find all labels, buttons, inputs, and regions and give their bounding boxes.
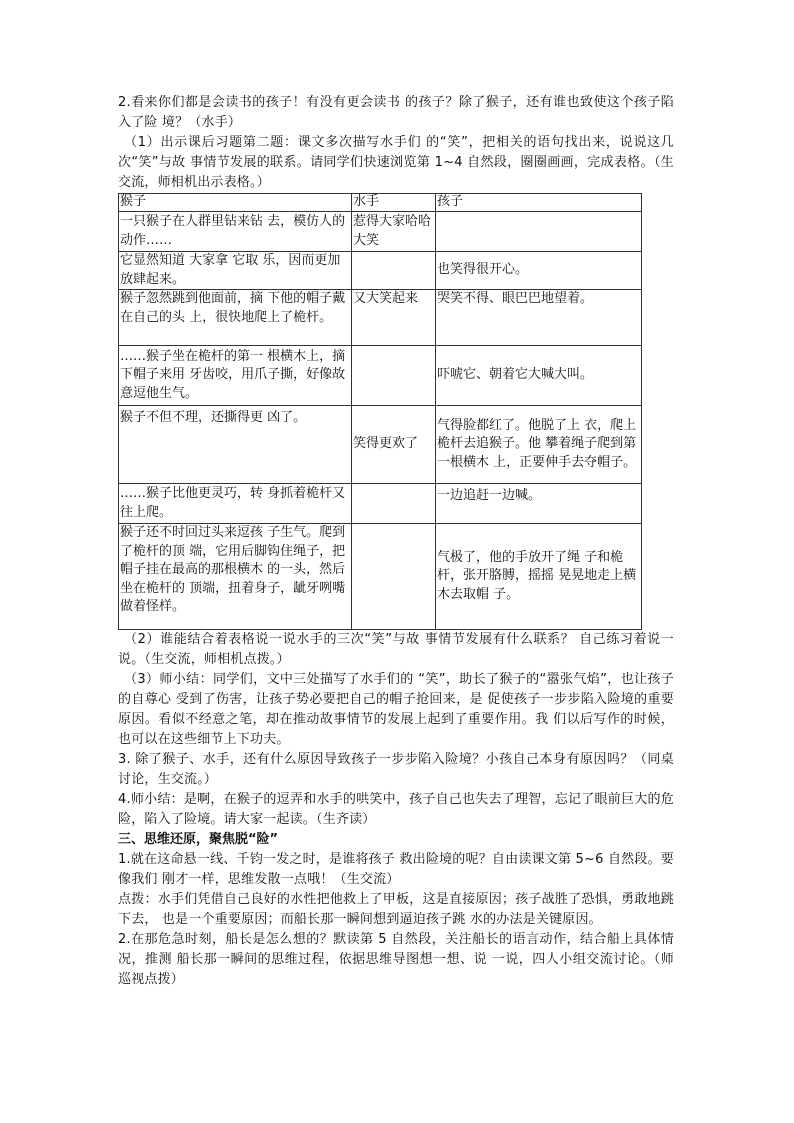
monkey-cell: 猴子忽然跳到他面前，摘 下他的帽子戴在自己的头 上，很快地爬上了桅杆。	[119, 290, 352, 346]
header-boy: 孩子	[436, 194, 642, 212]
boy-cell: 气极了，他的手放开了绳 子和桅杆，张开胳膊，摇摇 晃晃地走上横木去取帽 子。	[436, 524, 642, 630]
header-sailors: 水手	[352, 194, 436, 212]
sailors-cell: 笑得更欢了	[352, 406, 436, 484]
header-monkey: 猴子	[119, 194, 352, 212]
sailors-cell	[352, 484, 436, 524]
monkey-cell: 它显然知道 大家拿 它取 乐，因而更加放肆起来。	[119, 252, 352, 290]
document-page	[118, 93, 674, 990]
monkey-cell: 一只猴子在人群里钻来钻 去，模仿人的动作……	[119, 212, 352, 252]
boy-cell: 哭笑不得、眼巴巴地望着。	[436, 290, 642, 346]
table-row	[119, 484, 642, 524]
boy-cell: 一边追赶一边喊。	[436, 484, 642, 524]
paragraph-exercise-intro: （1）出示课后习题第二题：课文多次描写水手们 的“笑”，把相关的语句找出来，说说这几次“笑”与故 事情节发展的联系。请同学们快速浏览第 1~4 自然段，圈圈画画，完成表格。（生交流，师相机出示表格。）	[118, 135, 674, 190]
monkey-cell: ……猴子比他更灵巧，转 身抓着桅杆又往上爬。	[119, 484, 352, 524]
monkey-cell: 猴子不但不理，还撕得更 凶了。	[119, 406, 352, 484]
paragraph-captain-thinking: 2.在那危急时刻，船长是怎么想的？默读第 5 自然段，关注船长的语言动作，结合船上具体情况，推测 船长那一瞬间的思维过程，依据思维导图想一想、说 一说，四人小组交流讨论。（师巡视点拨）	[118, 932, 674, 987]
paragraph-question-2: 2.看来你们都是会读书的孩子！有没有更会读书 的孩子？除了猴子，还有谁也致使这个孩子陷入了险 境？（水手）	[118, 95, 674, 130]
table-row	[119, 346, 642, 406]
sailors-cell	[352, 346, 436, 406]
monkey-cell: ……猴子坐在桅杆的第一 根横木上，摘下帽子来用 牙齿咬，用爪子撕，好像故 意逗他生气。	[119, 346, 352, 406]
table-row	[119, 252, 642, 290]
paragraph-question-3: 3. 除了猴子、水手，还有什么原因导致孩子一步步陷入险境？小孩自己本身有原因吗？（同桌讨论，生交流。）	[118, 752, 674, 787]
table-header-row	[119, 194, 642, 212]
table-row	[119, 290, 642, 346]
table-row	[119, 406, 642, 484]
table-row	[119, 524, 642, 630]
boy-cell: 也笑得很开心。	[436, 252, 642, 290]
section-heading: 三、思维还原，聚焦脱“险”	[118, 832, 279, 847]
sailors-cell: 又大笑起来	[352, 290, 436, 346]
paragraph-summary-4: 4.师小结：是啊，在猴子的逗弄和水手的哄笑中，孩子自己也失去了理智，忘记了眼前巨大的危险，陷入了险境。请大家一起读。（生齐读）	[118, 792, 674, 827]
paragraph-summary-3: （3）师小结：同学们，文中三处描写了水手们的 “笑”，助长了猴子的“嚣张气焰”，也让孩子的自尊心 受到了伤害，让孩子势必要把自己的帽子抢回来，是 促使孩子一步步陷入险境的重要原因。看似不经意之笔，却在推动故事情节的发展上起到了重要作用。我 们以后写作的时候，也可以在这些细节上下功夫。	[118, 672, 674, 747]
paragraph-discussion-2: （2）谁能结合着表格说一说水手的三次“笑”与故 事情节发展有什么联系？ 自己练习着说一说。（生交流，师相机点拨。）	[118, 632, 674, 667]
table-row	[119, 212, 642, 252]
sailors-cell: 惹得大家哈哈大笑	[352, 212, 436, 252]
monkey-cell: 猴子还不时回过头来逗孩 子生气。爬到了桅杆的顶 端，它用后脚钩住绳子，把 帽子挂在最高的那根横木 的一头，然后坐在桅杆的 顶端，扭着身子，龇牙咧嘴 做着怪样。	[119, 524, 352, 630]
paragraph-rescue-question: 1.就在这命悬一线、千钧一发之时，是谁将孩子 救出险境的呢？自由读课文第 5~6 自然段。要像我们 刚才一样，思维发散一点哦！（生交流）	[118, 852, 674, 887]
paragraph-guidance: 点拨：水手们凭借自己良好的水性把他救上了甲板，这是直接原因；孩子战胜了恐惧，勇敢地跳下去， 也是一个重要原因；而船长那一瞬间想到逼迫孩子跳 水的办法是关键原因。	[118, 892, 674, 927]
boy-cell: 气得脸都红了。他脱了上 衣，爬上桅杆去追猴子。他 攀着绳子爬到第一根横木 上，正要伸手去夺帽子。	[436, 406, 642, 484]
laugh-analysis-table	[118, 193, 642, 630]
sailors-cell	[352, 252, 436, 290]
sailors-cell	[352, 524, 436, 630]
boy-cell: 吓唬它、朝着它大喊大叫。	[436, 346, 642, 406]
boy-cell	[436, 212, 642, 252]
